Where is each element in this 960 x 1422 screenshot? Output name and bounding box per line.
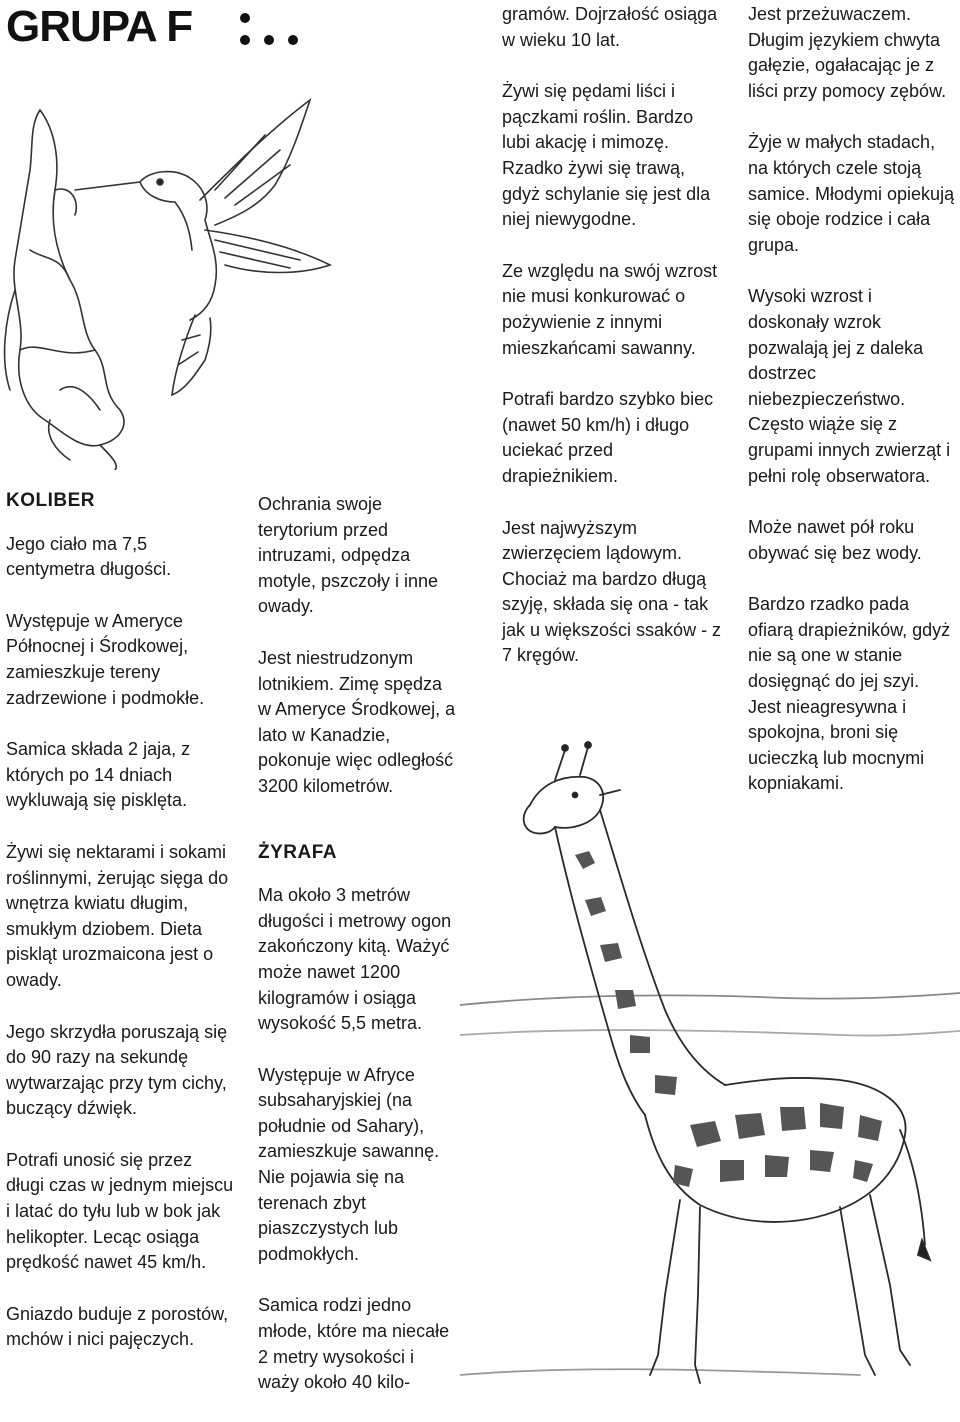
paragraph: Żyje w małych stadach, na których czele stoją samice. Młodymi opiekują się oboje rodzice i cała grupa. <box>748 132 955 255</box>
paragraph: Żywi się pędami liści i pączkami roślin. Bardzo lubi akację i mimozę. Rzadko żywi się trawą, gdyż schylanie się jest dla niej niewygodne. <box>502 81 711 230</box>
paragraph: Gniazdo buduje z porostów, mchów i nici pajęczych. <box>6 1303 229 1350</box>
paragraph: Może nawet pół roku obywać się bez wody. <box>748 517 922 563</box>
section-heading-koliber: KOLIBER <box>6 490 95 511</box>
paragraph: Samica składa 2 jaja, z których po 14 dniach wykluwają się pisklęta. <box>6 739 191 811</box>
paragraph: Ze względu na swój wzrost nie musi konkurować o pożywienie z innymi mieszkańcami sawanny. <box>502 260 718 358</box>
paragraph: Jego ciało ma 7,5 centymetra długości. <box>6 533 172 580</box>
paragraph: gramów. Dojrzałość osiąga w wieku 10 lat. <box>502 4 718 50</box>
page-title: GRUPA F <box>6 2 193 51</box>
paragraph: Potrafi unosić się przez długi czas w jednym miejscu i latać do tyłu lub w bok jak helikopter. Lecąc osiąga prędkość nawet 45 km/h. <box>6 1149 234 1273</box>
paragraph: Potrafi bardzo szybko biec (nawet 50 km/h) i długo uciekać przed drapieżnikiem. <box>502 389 714 486</box>
paragraph: Bardzo rzadko pada ofiarą drapieżników, gdyż nie są one w stanie dosięgnąć do jej szyi. Jest nieagresywna i spokojna, broni się ucieczką lub mocnymi kopniakami. <box>748 594 951 794</box>
paragraph: Samica rodzi jedno młode, które ma niecałe 2 metry wysokości i waży około 40 kilo- <box>258 1295 450 1393</box>
paragraph: Wysoki wzrost i doskonały wzrok pozwalają jej z daleka dostrzec niebezpieczeństwo. Często wiąże się z grupami innych zwierząt i pełni rolę obserwatora. <box>748 286 951 486</box>
dots-decoration <box>235 8 305 48</box>
paragraph: Jest przeżuwaczem. Długim językiem chwyta gałęzie, ogałacając je z liści przy pomocy zębów. <box>748 4 947 101</box>
paragraph: Występuje w Afryce subsaharyjskiej (na południe od Sahary), zamieszkuje sawannę. Nie pojawia się na terenach zbyt piaszczystych lub podmokłych. <box>258 1064 440 1264</box>
paragraph: Występuje w Ameryce Północnej i Środkowej, zamieszkuje tereny zadrzewione i podmokłe. <box>6 610 205 708</box>
column-2 <box>258 492 458 1422</box>
giraffe-illustration <box>460 735 960 1399</box>
hummingbird-illustration <box>0 90 470 470</box>
paragraph: Żywi się nektarami i sokami roślinnymi, żerując sięga do wnętrza kwiatu długim, smukłym dziobem. Dieta piskląt urozmaicona jest o owady. <box>6 841 229 990</box>
column-4 <box>748 2 956 823</box>
section-heading-zyrafa: ŻYRAFA <box>258 841 337 863</box>
paragraph: Ma około 3 metrów długości i metrowy ogon zakończony kitą. Ważyć może nawet 1200 kilogramów i osiąga wysokość 5,5 metra. <box>258 885 452 1034</box>
paragraph: Jego skrzydła poruszają się do 90 razy na sekundę wytwarzając przy tym cichy, buczący dźwięk. <box>6 1021 228 1119</box>
paragraph: Jest niestrudzonym lotnikiem. Zimę spędza w Ameryce Środkowej, a lato w Kanadzie, pokonuje więc odległość 3200 kilometrów. <box>258 647 456 796</box>
paragraph: Ochrania swoje terytorium przed intruzami, odpędza motyle, pszczoły i inne owady. <box>258 494 439 617</box>
column-3 <box>502 2 722 695</box>
paragraph: Jest najwyższym zwierzęciem lądowym. Chociaż ma bardzo długą szyję, składa się ona - tak jak u większości ssaków - z 7 kręgów. <box>502 517 722 666</box>
column-1 <box>6 488 234 1379</box>
